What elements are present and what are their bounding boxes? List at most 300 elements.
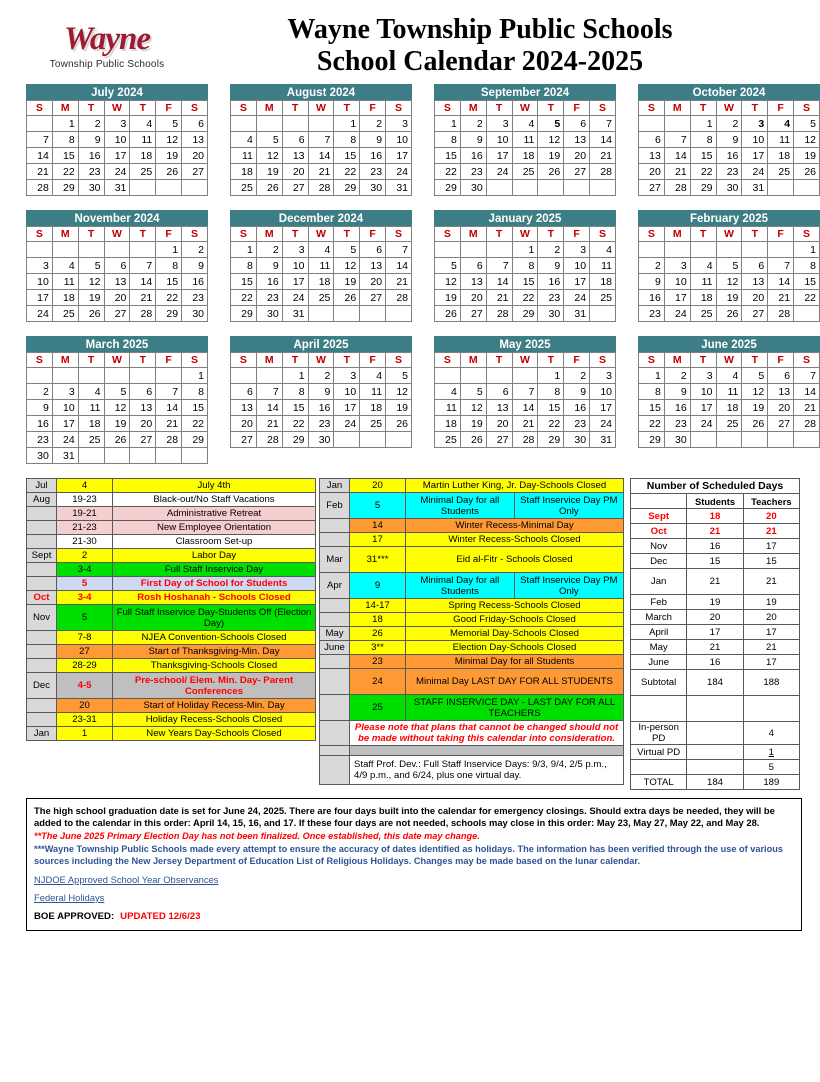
day-cell[interactable]: 13 — [639, 148, 665, 164]
day-cell[interactable]: 16 — [460, 148, 486, 164]
day-cell[interactable]: 14 — [256, 400, 282, 416]
day-cell[interactable]: 25 — [308, 290, 334, 306]
day-cell[interactable]: 9 — [664, 384, 690, 400]
day-cell[interactable]: 17 — [486, 148, 512, 164]
day-cell[interactable]: 3 — [282, 242, 308, 258]
day-cell[interactable]: 19 — [538, 148, 564, 164]
day-cell[interactable]: 17 — [690, 400, 716, 416]
day-cell[interactable]: 18 — [52, 290, 78, 306]
day-cell[interactable]: 18 — [768, 148, 794, 164]
day-cell[interactable]: 4 — [130, 116, 156, 132]
day-cell[interactable]: 10 — [742, 132, 768, 148]
day-cell[interactable]: 22 — [512, 290, 538, 306]
day-cell[interactable]: 9 — [538, 258, 564, 274]
day-cell[interactable]: 15 — [231, 274, 257, 290]
day-cell[interactable]: 21 — [768, 290, 794, 306]
day-cell[interactable]: 12 — [334, 258, 360, 274]
day-cell[interactable]: 1 — [435, 116, 461, 132]
day-cell[interactable]: 5 — [156, 116, 182, 132]
day-cell[interactable]: 9 — [256, 258, 282, 274]
day-cell[interactable]: 8 — [538, 384, 564, 400]
day-cell[interactable]: 26 — [716, 306, 742, 322]
day-cell[interactable]: 20 — [360, 274, 386, 290]
day-cell[interactable]: 31 — [282, 306, 308, 322]
day-cell[interactable]: 26 — [156, 164, 182, 180]
day-cell[interactable]: 20 — [460, 290, 486, 306]
day-cell[interactable]: 3 — [486, 116, 512, 132]
day-cell[interactable]: 19 — [334, 274, 360, 290]
day-cell[interactable]: 18 — [130, 148, 156, 164]
day-cell[interactable]: 15 — [435, 148, 461, 164]
day-cell[interactable]: 12 — [256, 148, 282, 164]
day-cell[interactable]: 27 — [742, 306, 768, 322]
day-cell[interactable]: 15 — [639, 400, 665, 416]
day-cell[interactable]: 14 — [768, 274, 794, 290]
day-cell[interactable]: 11 — [768, 132, 794, 148]
day-cell[interactable]: 1 — [690, 116, 716, 132]
day-cell[interactable]: 31 — [104, 180, 130, 196]
day-cell[interactable]: 19 — [716, 290, 742, 306]
day-cell[interactable]: 22 — [156, 290, 182, 306]
day-cell[interactable]: 17 — [386, 148, 412, 164]
day-cell[interactable]: 22 — [538, 416, 564, 432]
day-cell[interactable]: 12 — [435, 274, 461, 290]
day-cell[interactable]: 26 — [256, 180, 282, 196]
day-cell[interactable]: 4 — [231, 132, 257, 148]
day-cell[interactable]: 14 — [308, 148, 334, 164]
day-cell[interactable]: 20 — [486, 416, 512, 432]
day-cell[interactable]: 23 — [460, 164, 486, 180]
day-cell[interactable]: 2 — [256, 242, 282, 258]
day-cell[interactable]: 10 — [664, 274, 690, 290]
day-cell[interactable]: 27 — [282, 180, 308, 196]
day-cell[interactable]: 11 — [435, 400, 461, 416]
day-cell[interactable]: 2 — [182, 242, 208, 258]
day-cell[interactable]: 30 — [460, 180, 486, 196]
day-cell[interactable]: 28 — [794, 416, 820, 432]
day-cell[interactable]: 18 — [308, 274, 334, 290]
day-cell[interactable]: 26 — [334, 290, 360, 306]
day-cell[interactable]: 30 — [308, 432, 334, 448]
day-cell[interactable]: 10 — [334, 384, 360, 400]
day-cell[interactable]: 25 — [716, 416, 742, 432]
day-cell[interactable]: 21 — [590, 148, 616, 164]
day-cell[interactable]: 30 — [360, 180, 386, 196]
day-cell[interactable]: 8 — [690, 132, 716, 148]
day-cell[interactable]: 4 — [590, 242, 616, 258]
day-cell[interactable]: 15 — [794, 274, 820, 290]
day-cell[interactable]: 27 — [486, 432, 512, 448]
day-cell[interactable]: 1 — [512, 242, 538, 258]
day-cell[interactable]: 18 — [690, 290, 716, 306]
day-cell[interactable]: 22 — [282, 416, 308, 432]
day-cell[interactable]: 7 — [794, 368, 820, 384]
day-cell[interactable]: 9 — [716, 132, 742, 148]
day-cell[interactable]: 16 — [182, 274, 208, 290]
day-cell[interactable]: 11 — [690, 274, 716, 290]
day-cell[interactable]: 15 — [182, 400, 208, 416]
day-cell[interactable]: 24 — [52, 432, 78, 448]
day-cell[interactable]: 22 — [334, 164, 360, 180]
day-cell[interactable]: 24 — [690, 416, 716, 432]
day-cell[interactable]: 13 — [742, 274, 768, 290]
day-cell[interactable]: 15 — [52, 148, 78, 164]
day-cell[interactable]: 22 — [794, 290, 820, 306]
day-cell[interactable]: 26 — [538, 164, 564, 180]
day-cell[interactable]: 1 — [156, 242, 182, 258]
day-cell[interactable]: 20 — [182, 148, 208, 164]
day-cell[interactable]: 24 — [664, 306, 690, 322]
day-cell[interactable]: 14 — [486, 274, 512, 290]
day-cell[interactable]: 28 — [664, 180, 690, 196]
day-cell[interactable]: 6 — [104, 258, 130, 274]
day-cell[interactable]: 26 — [460, 432, 486, 448]
day-cell[interactable]: 30 — [538, 306, 564, 322]
day-cell[interactable]: 15 — [690, 148, 716, 164]
day-cell[interactable]: 31 — [590, 432, 616, 448]
day-cell[interactable]: 10 — [104, 132, 130, 148]
day-cell[interactable]: 19 — [435, 290, 461, 306]
day-cell[interactable]: 23 — [360, 164, 386, 180]
day-cell[interactable]: 15 — [282, 400, 308, 416]
day-cell[interactable]: 7 — [308, 132, 334, 148]
day-cell[interactable]: 16 — [716, 148, 742, 164]
day-cell[interactable]: 22 — [690, 164, 716, 180]
day-cell[interactable]: 19 — [78, 290, 104, 306]
day-cell[interactable]: 19 — [742, 400, 768, 416]
day-cell[interactable]: 18 — [231, 164, 257, 180]
day-cell[interactable]: 2 — [308, 368, 334, 384]
day-cell[interactable]: 30 — [664, 432, 690, 448]
day-cell[interactable]: 28 — [768, 306, 794, 322]
day-cell[interactable]: 25 — [435, 432, 461, 448]
day-cell[interactable]: 17 — [282, 274, 308, 290]
day-cell[interactable]: 11 — [308, 258, 334, 274]
day-cell[interactable]: 31 — [564, 306, 590, 322]
day-cell[interactable]: 29 — [282, 432, 308, 448]
day-cell[interactable]: 25 — [78, 432, 104, 448]
day-cell[interactable]: 22 — [639, 416, 665, 432]
day-cell[interactable]: 18 — [360, 400, 386, 416]
day-cell[interactable]: 27 — [768, 416, 794, 432]
day-cell[interactable]: 24 — [742, 164, 768, 180]
day-cell[interactable]: 11 — [78, 400, 104, 416]
day-cell[interactable]: 5 — [460, 384, 486, 400]
day-cell[interactable]: 23 — [564, 416, 590, 432]
day-cell[interactable]: 23 — [538, 290, 564, 306]
day-cell[interactable]: 3 — [742, 116, 768, 132]
day-cell[interactable]: 27 — [360, 290, 386, 306]
day-cell[interactable]: 8 — [231, 258, 257, 274]
day-cell[interactable]: 21 — [156, 416, 182, 432]
day-cell[interactable]: 12 — [460, 400, 486, 416]
day-cell[interactable]: 28 — [590, 164, 616, 180]
day-cell[interactable]: 23 — [308, 416, 334, 432]
day-cell[interactable]: 4 — [52, 258, 78, 274]
day-cell[interactable]: 2 — [564, 368, 590, 384]
day-cell[interactable]: 23 — [639, 306, 665, 322]
day-cell[interactable]: 9 — [564, 384, 590, 400]
day-cell[interactable]: 3 — [27, 258, 53, 274]
day-cell[interactable]: 27 — [231, 432, 257, 448]
day-cell[interactable]: 1 — [639, 368, 665, 384]
day-cell[interactable]: 16 — [564, 400, 590, 416]
day-cell[interactable]: 27 — [460, 306, 486, 322]
day-cell[interactable]: 11 — [716, 384, 742, 400]
day-cell[interactable]: 17 — [564, 274, 590, 290]
day-cell[interactable]: 29 — [182, 432, 208, 448]
day-cell[interactable]: 18 — [435, 416, 461, 432]
day-cell[interactable]: 16 — [538, 274, 564, 290]
day-cell[interactable]: 7 — [664, 132, 690, 148]
day-cell[interactable]: 25 — [690, 306, 716, 322]
day-cell[interactable]: 11 — [130, 132, 156, 148]
day-cell[interactable]: 7 — [486, 258, 512, 274]
day-cell[interactable]: 19 — [104, 416, 130, 432]
day-cell[interactable]: 20 — [639, 164, 665, 180]
day-cell[interactable]: 8 — [794, 258, 820, 274]
day-cell[interactable]: 17 — [52, 416, 78, 432]
day-cell[interactable]: 12 — [386, 384, 412, 400]
day-cell[interactable]: 16 — [27, 416, 53, 432]
day-cell[interactable]: 8 — [182, 384, 208, 400]
day-cell[interactable]: 29 — [156, 306, 182, 322]
njdoe-observances-link[interactable]: NJDOE Approved School Year Observances — [34, 874, 219, 885]
day-cell[interactable]: 4 — [78, 384, 104, 400]
day-cell[interactable]: 18 — [590, 274, 616, 290]
day-cell[interactable]: 25 — [768, 164, 794, 180]
day-cell[interactable]: 26 — [386, 416, 412, 432]
day-cell[interactable]: 25 — [130, 164, 156, 180]
day-cell[interactable]: 31 — [52, 448, 78, 464]
day-cell[interactable]: 30 — [182, 306, 208, 322]
day-cell[interactable]: 10 — [486, 132, 512, 148]
day-cell[interactable]: 6 — [182, 116, 208, 132]
day-cell[interactable]: 21 — [256, 416, 282, 432]
day-cell[interactable]: 11 — [590, 258, 616, 274]
day-cell[interactable]: 16 — [360, 148, 386, 164]
day-cell[interactable]: 17 — [590, 400, 616, 416]
day-cell[interactable]: 28 — [486, 306, 512, 322]
day-cell[interactable]: 17 — [27, 290, 53, 306]
day-cell[interactable]: 6 — [742, 258, 768, 274]
day-cell[interactable]: 12 — [794, 132, 820, 148]
day-cell[interactable]: 30 — [27, 448, 53, 464]
day-cell[interactable]: 17 — [664, 290, 690, 306]
day-cell[interactable]: 20 — [231, 416, 257, 432]
day-cell[interactable]: 11 — [360, 384, 386, 400]
day-cell[interactable]: 6 — [460, 258, 486, 274]
day-cell[interactable]: 2 — [664, 368, 690, 384]
day-cell[interactable]: 12 — [742, 384, 768, 400]
day-cell[interactable]: 31 — [386, 180, 412, 196]
day-cell[interactable]: 13 — [182, 132, 208, 148]
day-cell[interactable]: 14 — [156, 400, 182, 416]
day-cell[interactable]: 13 — [231, 400, 257, 416]
day-cell[interactable]: 24 — [386, 164, 412, 180]
day-cell[interactable]: 8 — [435, 132, 461, 148]
day-cell[interactable]: 2 — [360, 116, 386, 132]
day-cell[interactable]: 25 — [52, 306, 78, 322]
day-cell[interactable]: 4 — [690, 258, 716, 274]
day-cell[interactable]: 4 — [716, 368, 742, 384]
day-cell[interactable]: 7 — [256, 384, 282, 400]
day-cell[interactable]: 23 — [716, 164, 742, 180]
day-cell[interactable]: 7 — [156, 384, 182, 400]
day-cell[interactable]: 7 — [590, 116, 616, 132]
day-cell[interactable]: 10 — [690, 384, 716, 400]
day-cell[interactable]: 13 — [564, 132, 590, 148]
day-cell[interactable]: 5 — [794, 116, 820, 132]
day-cell[interactable]: 16 — [78, 148, 104, 164]
day-cell[interactable]: 23 — [256, 290, 282, 306]
day-cell[interactable]: 2 — [27, 384, 53, 400]
day-cell[interactable]: 2 — [460, 116, 486, 132]
day-cell[interactable]: 15 — [334, 148, 360, 164]
day-cell[interactable]: 30 — [256, 306, 282, 322]
day-cell[interactable]: 21 — [308, 164, 334, 180]
day-cell[interactable]: 12 — [538, 132, 564, 148]
day-cell[interactable]: 4 — [360, 368, 386, 384]
day-cell[interactable]: 9 — [182, 258, 208, 274]
day-cell[interactable]: 18 — [78, 416, 104, 432]
day-cell[interactable]: 9 — [78, 132, 104, 148]
day-cell[interactable]: 6 — [231, 384, 257, 400]
day-cell[interactable]: 21 — [486, 290, 512, 306]
day-cell[interactable]: 3 — [664, 258, 690, 274]
day-cell[interactable]: 29 — [52, 180, 78, 196]
day-cell[interactable]: 8 — [512, 258, 538, 274]
day-cell[interactable]: 4 — [512, 116, 538, 132]
day-cell[interactable]: 10 — [282, 258, 308, 274]
day-cell[interactable]: 19 — [386, 400, 412, 416]
day-cell[interactable]: 29 — [435, 180, 461, 196]
day-cell[interactable]: 14 — [386, 258, 412, 274]
day-cell[interactable]: 9 — [308, 384, 334, 400]
day-cell[interactable]: 2 — [716, 116, 742, 132]
day-cell[interactable]: 26 — [742, 416, 768, 432]
day-cell[interactable]: 12 — [104, 400, 130, 416]
day-cell[interactable]: 11 — [512, 132, 538, 148]
day-cell[interactable]: 8 — [639, 384, 665, 400]
day-cell[interactable]: 5 — [742, 368, 768, 384]
day-cell[interactable]: 1 — [282, 368, 308, 384]
day-cell[interactable]: 3 — [52, 384, 78, 400]
day-cell[interactable]: 7 — [130, 258, 156, 274]
day-cell[interactable]: 24 — [590, 416, 616, 432]
day-cell[interactable]: 8 — [156, 258, 182, 274]
day-cell[interactable]: 23 — [27, 432, 53, 448]
day-cell[interactable]: 7 — [27, 132, 53, 148]
day-cell[interactable]: 24 — [564, 290, 590, 306]
day-cell[interactable]: 3 — [564, 242, 590, 258]
day-cell[interactable]: 19 — [460, 416, 486, 432]
day-cell[interactable]: 30 — [564, 432, 590, 448]
day-cell[interactable]: 13 — [360, 258, 386, 274]
day-cell[interactable]: 12 — [716, 274, 742, 290]
day-cell[interactable]: 15 — [512, 274, 538, 290]
day-cell[interactable]: 1 — [538, 368, 564, 384]
day-cell[interactable]: 23 — [664, 416, 690, 432]
day-cell[interactable]: 9 — [360, 132, 386, 148]
day-cell[interactable]: 3 — [104, 116, 130, 132]
day-cell[interactable]: 20 — [282, 164, 308, 180]
day-cell[interactable]: 9 — [639, 274, 665, 290]
day-cell[interactable]: 16 — [256, 274, 282, 290]
day-cell[interactable]: 26 — [794, 164, 820, 180]
day-cell[interactable]: 23 — [182, 290, 208, 306]
day-cell[interactable]: 13 — [768, 384, 794, 400]
day-cell[interactable]: 6 — [486, 384, 512, 400]
day-cell[interactable]: 2 — [78, 116, 104, 132]
federal-holidays-link[interactable]: Federal Holidays — [34, 892, 105, 903]
day-cell[interactable]: 9 — [460, 132, 486, 148]
day-cell[interactable]: 14 — [130, 274, 156, 290]
day-cell[interactable]: 17 — [742, 148, 768, 164]
day-cell[interactable]: 14 — [664, 148, 690, 164]
day-cell[interactable]: 26 — [104, 432, 130, 448]
day-cell[interactable]: 5 — [78, 258, 104, 274]
day-cell[interactable]: 10 — [386, 132, 412, 148]
day-cell[interactable]: 26 — [78, 306, 104, 322]
day-cell[interactable]: 12 — [78, 274, 104, 290]
day-cell[interactable]: 5 — [256, 132, 282, 148]
day-cell[interactable]: 29 — [334, 180, 360, 196]
day-cell[interactable]: 1 — [334, 116, 360, 132]
day-cell[interactable]: 10 — [590, 384, 616, 400]
day-cell[interactable]: 10 — [27, 274, 53, 290]
day-cell[interactable]: 19 — [256, 164, 282, 180]
day-cell[interactable]: 28 — [130, 306, 156, 322]
day-cell[interactable]: 17 — [104, 148, 130, 164]
day-cell[interactable]: 4 — [435, 384, 461, 400]
day-cell[interactable]: 1 — [52, 116, 78, 132]
day-cell[interactable]: 30 — [716, 180, 742, 196]
day-cell[interactable]: 24 — [27, 306, 53, 322]
day-cell[interactable]: 22 — [231, 290, 257, 306]
day-cell[interactable]: 20 — [742, 290, 768, 306]
day-cell[interactable]: 13 — [130, 400, 156, 416]
day-cell[interactable]: 26 — [435, 306, 461, 322]
day-cell[interactable]: 29 — [538, 432, 564, 448]
day-cell[interactable]: 20 — [564, 148, 590, 164]
day-cell[interactable]: 27 — [104, 306, 130, 322]
day-cell[interactable]: 19 — [794, 148, 820, 164]
day-cell[interactable]: 5 — [334, 242, 360, 258]
day-cell[interactable]: 27 — [639, 180, 665, 196]
day-cell[interactable]: 15 — [156, 274, 182, 290]
day-cell[interactable]: 23 — [78, 164, 104, 180]
day-cell[interactable]: 12 — [156, 132, 182, 148]
day-cell[interactable]: 28 — [308, 180, 334, 196]
day-cell[interactable]: 6 — [360, 242, 386, 258]
day-cell[interactable]: 5 — [104, 384, 130, 400]
day-cell[interactable]: 27 — [182, 164, 208, 180]
day-cell[interactable]: 20 — [104, 290, 130, 306]
day-cell[interactable]: 2 — [639, 258, 665, 274]
day-cell[interactable]: 3 — [690, 368, 716, 384]
day-cell[interactable]: 31 — [742, 180, 768, 196]
day-cell[interactable]: 14 — [512, 400, 538, 416]
day-cell[interactable]: 21 — [27, 164, 53, 180]
day-cell[interactable]: 2 — [538, 242, 564, 258]
day-cell[interactable]: 5 — [716, 258, 742, 274]
day-cell[interactable]: 6 — [639, 132, 665, 148]
day-cell[interactable]: 4 — [768, 116, 794, 132]
day-cell[interactable]: 28 — [156, 432, 182, 448]
day-cell[interactable]: 3 — [334, 368, 360, 384]
day-cell[interactable]: 24 — [104, 164, 130, 180]
